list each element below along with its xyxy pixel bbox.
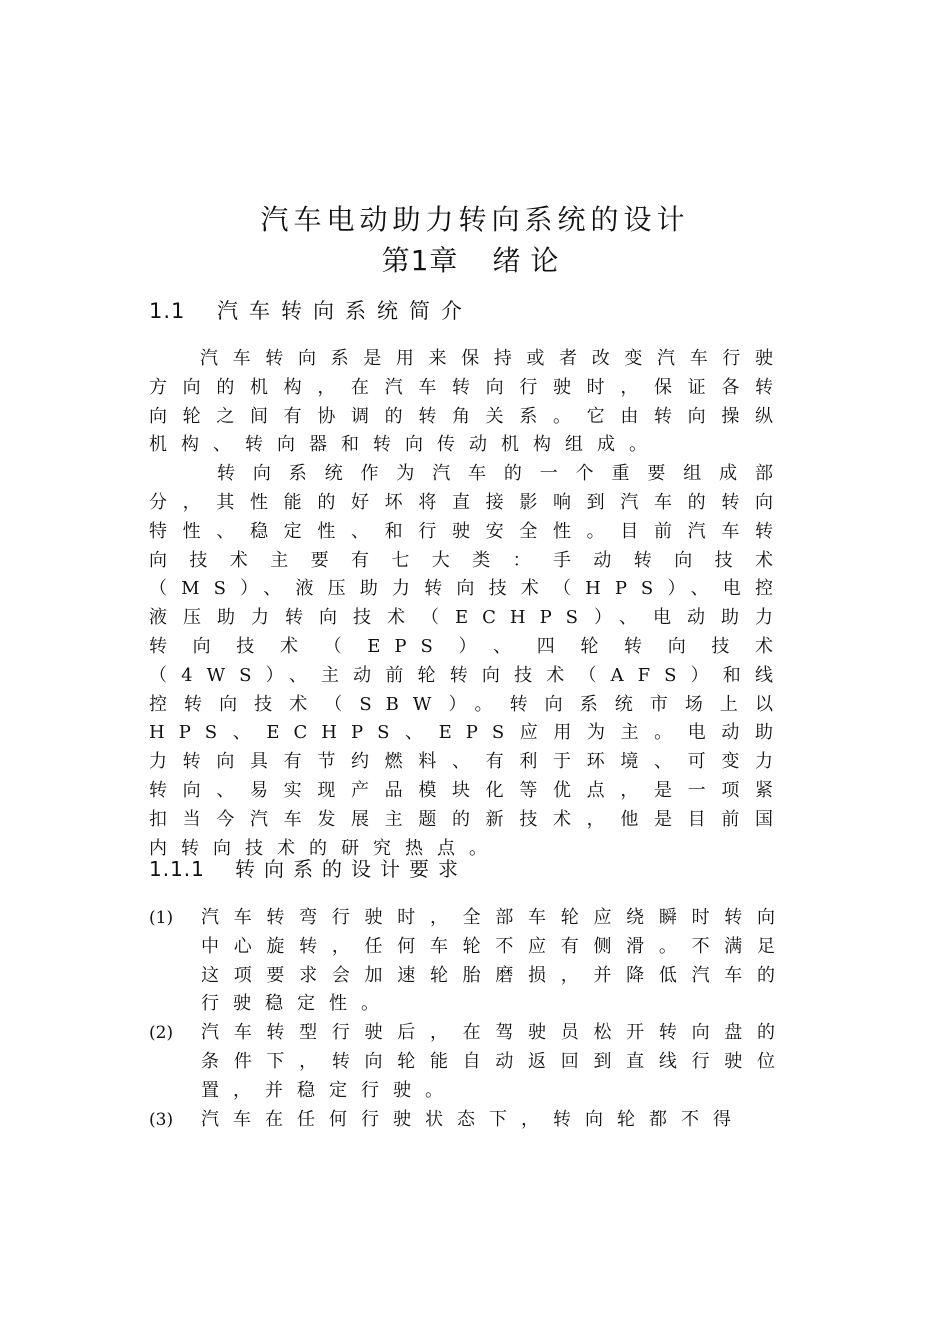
section-heading: [149, 296, 473, 326]
list-item: [149, 904, 789, 1019]
requirements-list: [149, 904, 789, 1134]
subsection-title: 转向系的设计要求: [235, 857, 467, 881]
section-title: 汽车转向系统简介: [217, 299, 473, 323]
paragraph: 转向系统作为汽车的一个重要组成部分，其性能的好坏将直接影响到汽车的转向特性、稳定性、和行驶安全性。目前汽车转向技术主要有七大类：手动转向技术（MS）、液压助力转向技术（HPS）、电控液压助力转向技术（ECHPS）、电动助力转向技术（EPS）、四轮转向技术（4WS）、主动前轮转向技术（AFS）和线控转向技术（SBW）。转向系统市场上以HPS、ECHPS、EPS应用为主。电动助力转向具有节约燃料、有利于环境、可变力转向、易实现产品模块化等优点，是一项紧扣当今汽车发展主题的新技术，他是目前国内转向技术的研究热点。: [149, 463, 787, 859]
chapter-name: 绪论: [492, 244, 569, 277]
list-item-text: 汽车转型行驶后，在驾驶员松开转向盘的条件下，转向轮能自动返回到直线行驶位置，并稳定行驶。: [201, 1022, 789, 1101]
list-item-text: 汽车在任何行驶状态下，转向轮都不得: [201, 1108, 745, 1130]
list-item: [149, 1019, 789, 1105]
subsection-heading: [149, 855, 467, 883]
chapter-number: 第1章: [381, 244, 459, 277]
list-marker: (1): [149, 908, 174, 928]
chapter-heading: [0, 240, 950, 282]
document-title: 汽车电动助力转向系统的设计: [260, 203, 690, 236]
subsection-number: 1.1.1: [149, 857, 205, 881]
section-number: 1.1: [149, 299, 186, 323]
list-marker: (3): [149, 1109, 174, 1130]
paragraph: 汽车转向系是用来保持或者改变汽车行驶方向的机构，在汽车转向行驶时，保证各转向轮之间有协调的转角关系。它由转向操纵机构、转向器和转向传动机构组成。: [149, 348, 787, 456]
list-marker: (2): [149, 1023, 174, 1044]
section-body: [149, 345, 787, 863]
list-item: [149, 1106, 789, 1135]
list-item-text: 汽车转弯行驶时，全部车轮应绕瞬时转向中心旋转，任何车轮不应有侧滑。不满足这项要求会加速轮胎磨损，并降低汽车的行驶稳定性。: [201, 907, 789, 1015]
